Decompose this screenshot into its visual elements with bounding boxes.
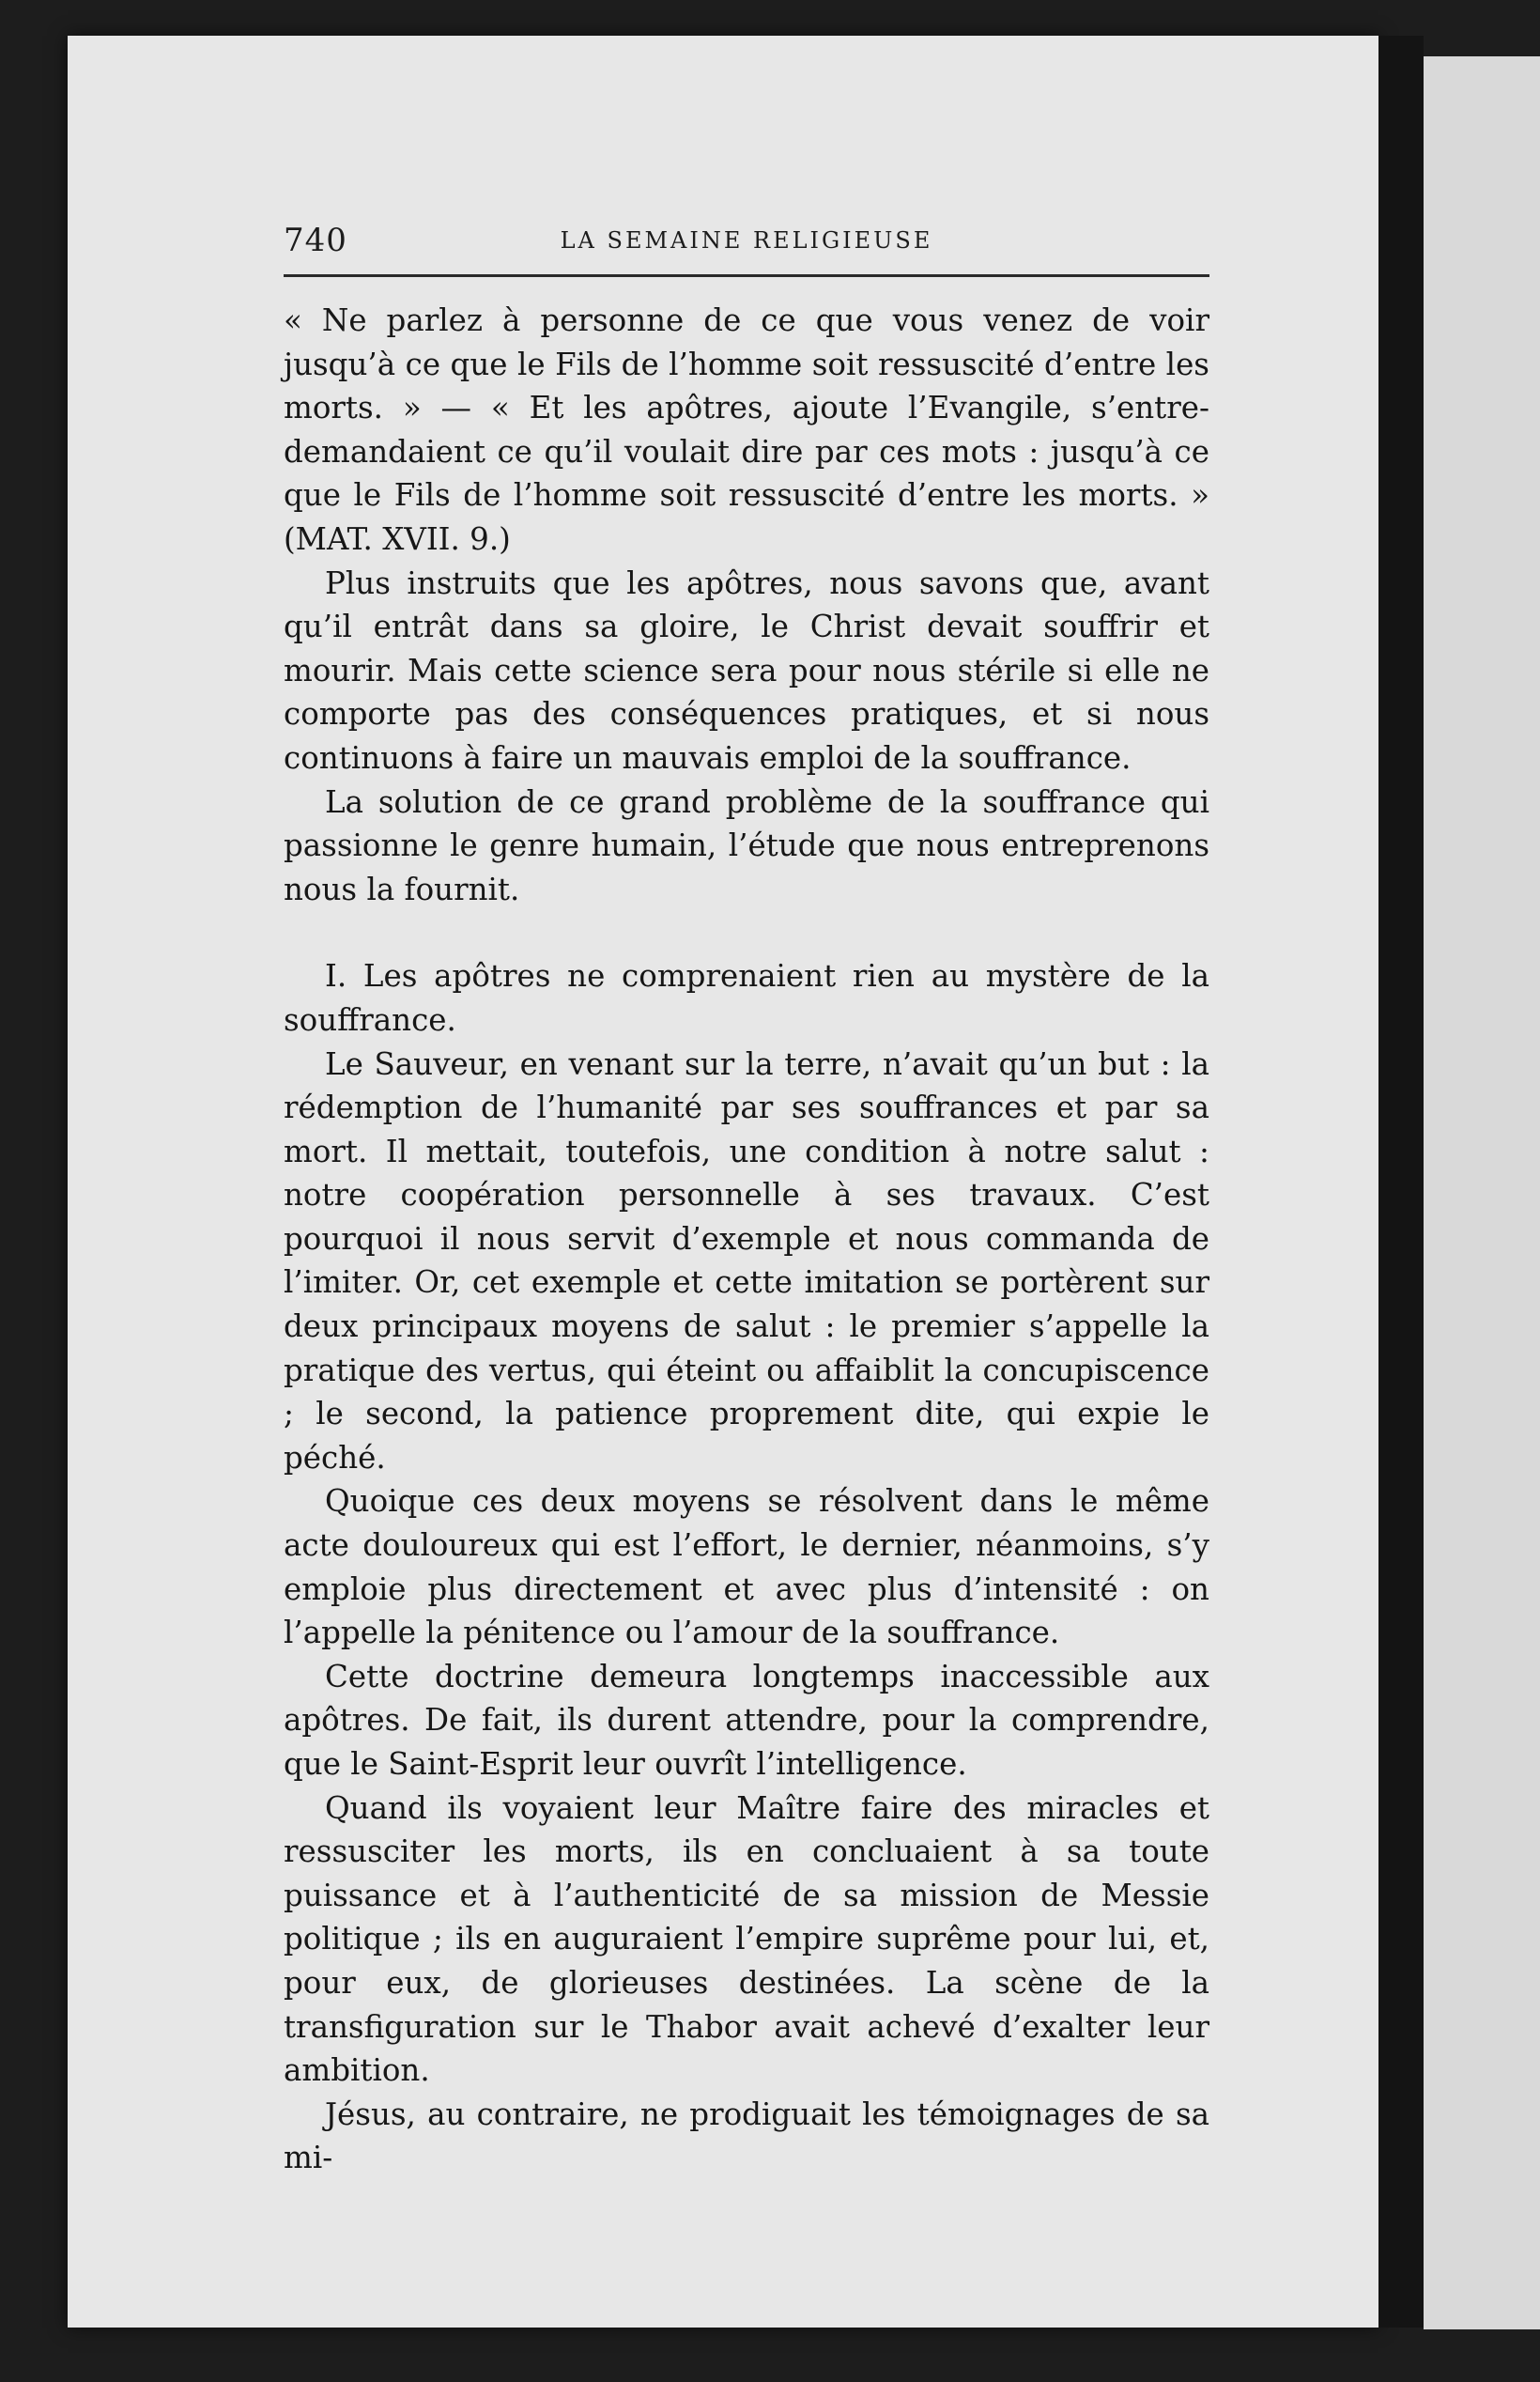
running-title: LA SEMAINE RELIGIEUSE	[560, 227, 933, 254]
paragraph: Jésus, au contraire, ne prodiguait les témoignages de sa mi-	[284, 2096, 1209, 2176]
body-text	[284, 299, 1209, 2180]
paragraph: Plus instruits que les apôtres, nous savons que, avant qu’il entrât dans sa gloire, le Christ devait souffrir et mourir. Mais cette science sera pour nous stérile si elle ne comporte pas des conséquences pratiques, et si nous continuons à faire un mauvais emploi de la souffrance.	[284, 565, 1209, 776]
section-heading: I. Les apôtres ne comprenaient rien au mystère de la souffrance.	[284, 958, 1209, 1038]
paragraph-quote: « Ne parlez à personne de ce que vous venez de voir jusqu’à ce que le Fils de l’homme soit ressuscité d’entre les morts. » — « Et les apôtres, ajoute l’Evangile, s’entre-demandaient ce qu’il voulait dire par ces mots : jusqu’à ce que le Fils de l’homme soit ressuscité d’entre les morts. » (MAT. XVII. 9.)	[284, 302, 1209, 557]
page-number: 740	[284, 222, 347, 259]
page-header	[284, 222, 1209, 277]
paragraph: Le Sauveur, en venant sur la terre, n’avait qu’un but : la rédemption de l’humanité par ses souffrances et par sa mort. Il mettait, toutefois, une condition à notre salut : notre coopération personnelle à ses travaux. C’est pourquoi il nous servit d’exemple et nous commanda de l’imiter. Or, cet exemple et cette imitation se portèrent sur deux principaux moyens de salut : le premier s’appelle la pratique des vertus, qui éteint ou affaiblit la concupiscence ; le second, la patience proprement dite, qui expie le péché.	[284, 1045, 1209, 1476]
paragraph: La solution de ce grand problème de la souffrance qui passionne le genre humain, l’étude que nous entreprenons nous la fournit.	[284, 783, 1209, 907]
paragraph: Quand ils voyaient leur Maître faire des miracles et ressusciter les morts, ils en concluaient à sa toute puissance et à l’authenticité de sa mission de Messie politique ; ils en auguraient l’empire suprême pour lui, et, pour eux, de glorieuses destinées. La scène de la transfiguration sur le Thabor avait achevé d’exalter leur ambition.	[284, 1789, 1209, 2089]
page-gutter	[1378, 36, 1424, 2328]
adjacent-page-edge	[1424, 56, 1540, 2329]
paragraph: Quoique ces deux moyens se résolvent dans le même acte douloureux qui est l’effort, le dernier, néanmoins, s’y emploie plus directement et avec plus d’intensité : on l’appelle la pénitence ou l’amour de la souffrance.	[284, 1483, 1209, 1651]
paragraph: Cette doctrine demeura longtemps inaccessible aux apôtres. De fait, ils durent attendre, pour la comprendre, que le Saint-Esprit leur ouvrît l’intelligence.	[284, 1658, 1209, 1782]
